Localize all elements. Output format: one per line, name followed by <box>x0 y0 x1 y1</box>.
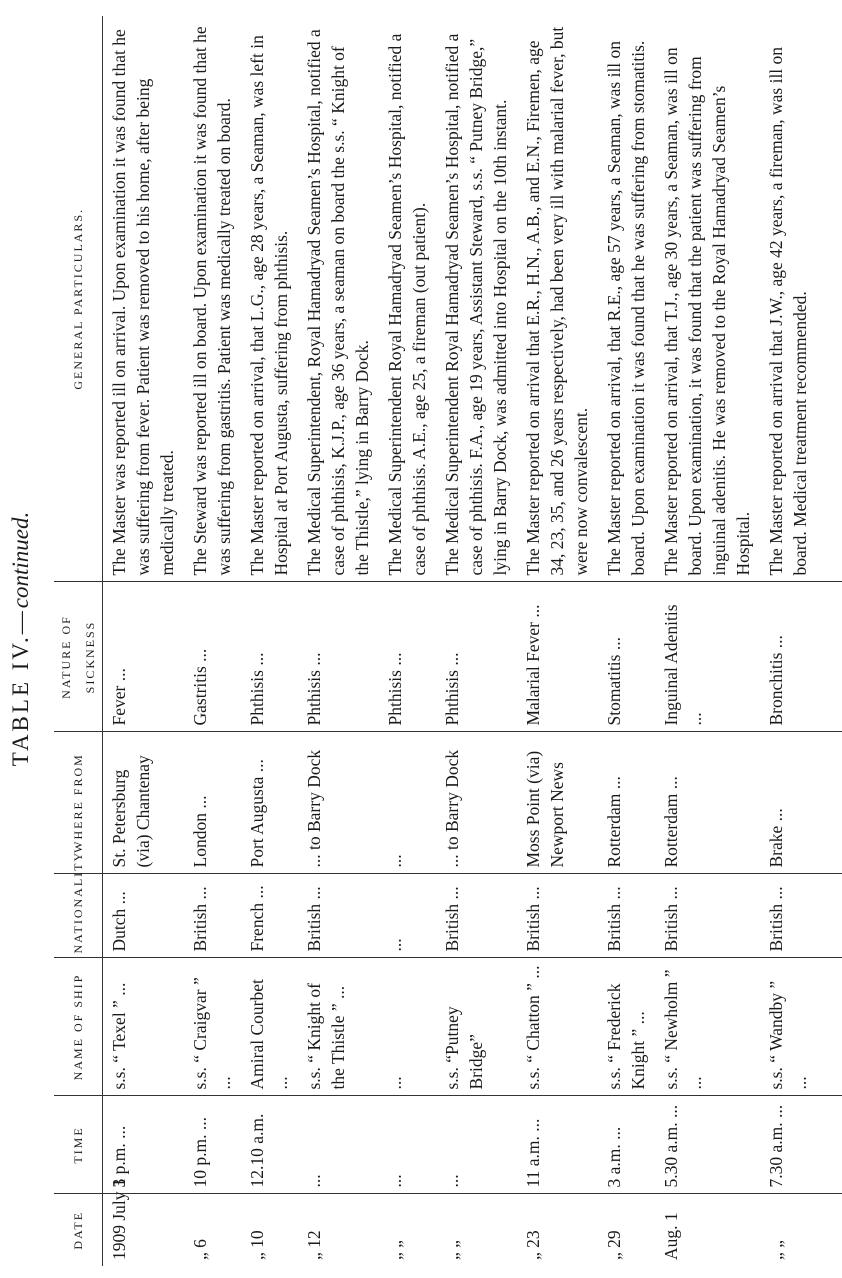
sickness-cell: Fever ... <box>103 582 185 732</box>
sickness-cell: Gastritis ... <box>184 582 241 732</box>
ship-cell: s.s. “ Chatton ” ... <box>517 958 598 1096</box>
where-from-cell: Moss Point (via) Newport News <box>517 732 598 874</box>
header-ship: NAME OF SHIP <box>54 958 103 1096</box>
where-from-cell: London ... <box>184 732 241 874</box>
header-row <box>54 16 103 1266</box>
ship-cell: s.s. “ Newholm ” ... <box>655 958 760 1096</box>
where-from-cell: Rotterdam ... <box>655 732 760 874</box>
where-from-cell: St. Petersburg (via) Chantenay <box>103 732 185 874</box>
nationality-cell: Dutch ... <box>103 874 185 958</box>
time-cell: 11 a.m. ... <box>517 1096 598 1194</box>
ship-cell: s.s. “ Craigvar ” ... <box>184 958 241 1096</box>
date-cell: 1909 July 1 <box>109 1178 129 1260</box>
header-date: DATE <box>54 1194 103 1266</box>
time-cell: ... <box>379 1096 436 1194</box>
particulars-cell: The Master reported on arrival, that R.E., age 57 years, a Seaman, was ill on board. Upon examination it was found that he was suffering from stomatitis. <box>598 16 655 582</box>
title-suffix: continued. <box>8 511 33 609</box>
header-where-from: WHERE FROM <box>54 732 103 874</box>
nationality-cell: British ... <box>760 874 842 958</box>
particulars-cell: The Master reported on arrival that E.R., H.N., A.B., and E.N., Firemen, age 34, 23, 35, and 26 years respectively, had been very ill with malarial fever, but were now convalescent. <box>517 16 598 582</box>
nationality-cell: French ... <box>241 874 298 958</box>
where-from-cell: ... <box>379 732 436 874</box>
time-cell: 12.10 a.m. <box>241 1096 298 1194</box>
date-cell: „ „ <box>766 1240 786 1260</box>
nationality-cell: British ... <box>436 874 517 958</box>
particulars-cell: The Master reported on arrival that J.W., age 42 years, a fireman, was ill on board. Medical treatment recommended. <box>760 16 842 582</box>
particulars-cell: The Medical Superintendent Royal Hamadryad Seamen’s Hospital, notified a case of phthisis. F.A., age 19 years, Assistant Steward, s.s. “ Putney Bridge,” lying in Barry Dock, was admitted into Hospital on the 10th instant. <box>436 16 517 582</box>
header-particulars: GENERAL PARTICULARS. <box>54 16 103 582</box>
table-row <box>298 16 379 1266</box>
table-row <box>379 16 436 1266</box>
header-sickness: NATURE OF SICKNESS <box>54 582 103 732</box>
table-row <box>241 16 298 1266</box>
particulars-cell: The Master reported on arrival, that L.G., age 28 years, a Seaman, was left in Hospital at Port Augusta, suffering from phthisis. <box>241 16 298 582</box>
ship-cell: s.s. “ Texel ” ... <box>103 958 185 1096</box>
ship-cell: s.s. “ Frederick Knight ” ... <box>598 958 655 1096</box>
date-cell: „ „ <box>442 1240 462 1260</box>
particulars-cell: The Master reported on arrival, that T.J., age 30 years, a Seaman, was ill on board. Upon examination, it was found that the patient was suffering from inguinal adenitis. He was removed to the Royal Hamadryad Seamen’s Hospital. <box>655 16 760 582</box>
date-cell: „ 12 <box>304 1230 324 1260</box>
time-cell: ... <box>298 1096 379 1194</box>
time-cell: ... <box>436 1096 517 1194</box>
time-cell: 5.30 a.m. ... <box>655 1096 760 1194</box>
where-from-cell: Port Augusta ... <box>241 732 298 874</box>
sickness-cell: Phthisis ... <box>379 582 436 732</box>
nationality-cell: British ... <box>298 874 379 958</box>
nationality-cell: British ... <box>517 874 598 958</box>
date-cell: „ 23 <box>523 1230 543 1260</box>
date-cell: „ „ <box>385 1240 405 1260</box>
sickness-cell: Phthisis ... <box>298 582 379 732</box>
sickness-cell: Stomatitis ... <box>598 582 655 732</box>
nationality-cell: British ... <box>598 874 655 958</box>
sickness-table <box>54 16 842 1266</box>
ship-cell: s.s. “Putney Bridge” <box>436 958 517 1096</box>
table-row <box>184 16 241 1266</box>
date-cell: „ 29 <box>604 1230 624 1260</box>
header-nationality: NATIONALITY <box>54 874 103 958</box>
table-row <box>103 16 185 1266</box>
date-cell: „ 6 <box>190 1239 210 1260</box>
nationality-cell: British ... <box>655 874 760 958</box>
date-cell: „ 10 <box>247 1230 267 1260</box>
time-cell: 3 a.m. ... <box>598 1096 655 1194</box>
table-row <box>655 16 760 1266</box>
sickness-cell: Phthisis ... <box>436 582 517 732</box>
particulars-cell: The Master was reported ill on arrival. Upon examination it was found that he was suffering from fever. Patient was removed to his home, after being medically treated. <box>103 16 185 582</box>
table-row <box>760 16 842 1266</box>
time-cell: 3 p.m. ... <box>103 1096 185 1194</box>
date-cell: Aug. 1 <box>661 1212 681 1260</box>
nationality-cell: ... <box>379 874 436 958</box>
ship-cell: Amiral Courbet ... <box>241 958 298 1096</box>
where-from-cell: ... to Barry Dock <box>298 732 379 874</box>
particulars-cell: The Medical Superintendent, Royal Hamadryad Seamen’s Hospital, notified a case of phthisis, K.J.P., age 36 years, a seaman on board the s.s. “ Knight of the Thistle,” lying in Barry Dock. <box>298 16 379 582</box>
page-title <box>8 0 34 1278</box>
ship-cell: s.s. “ Knight of the Thistle ” ... <box>298 958 379 1096</box>
nationality-cell: British ... <box>184 874 241 958</box>
ship-cell: s.s. “ Wandby ” ... <box>760 958 842 1096</box>
time-cell: 7.30 a.m. ... <box>760 1096 842 1194</box>
sickness-cell: Malarial Fever ... <box>517 582 598 732</box>
table-body <box>103 16 842 1266</box>
table-row <box>517 16 598 1266</box>
particulars-cell: The Steward was reported ill on board. Upon examination it was found that he was suffering from gastritis. Patient was medically treated on board. <box>184 16 241 582</box>
ship-cell: ... <box>379 958 436 1096</box>
where-from-cell: ... to Barry Dock <box>436 732 517 874</box>
table-row <box>436 16 517 1266</box>
table-row <box>598 16 655 1266</box>
sickness-cell: Inguinal Adenitis ... <box>655 582 760 732</box>
sickness-cell: Phthisis ... <box>241 582 298 732</box>
sickness-cell: Bronchitis ... <box>760 582 842 732</box>
title-main: TABLE IV.— <box>8 608 33 767</box>
header-time: TIME <box>54 1096 103 1194</box>
time-cell: 10 p.m. ... <box>184 1096 241 1194</box>
where-from-cell: Rotterdam ... <box>598 732 655 874</box>
particulars-cell: The Medical Superintendent Royal Hamadryad Seamen’s Hospital, notified a case of phthisis. A.E., age 25, a fireman (out patient). <box>379 16 436 582</box>
where-from-cell: Brake ... <box>760 732 842 874</box>
